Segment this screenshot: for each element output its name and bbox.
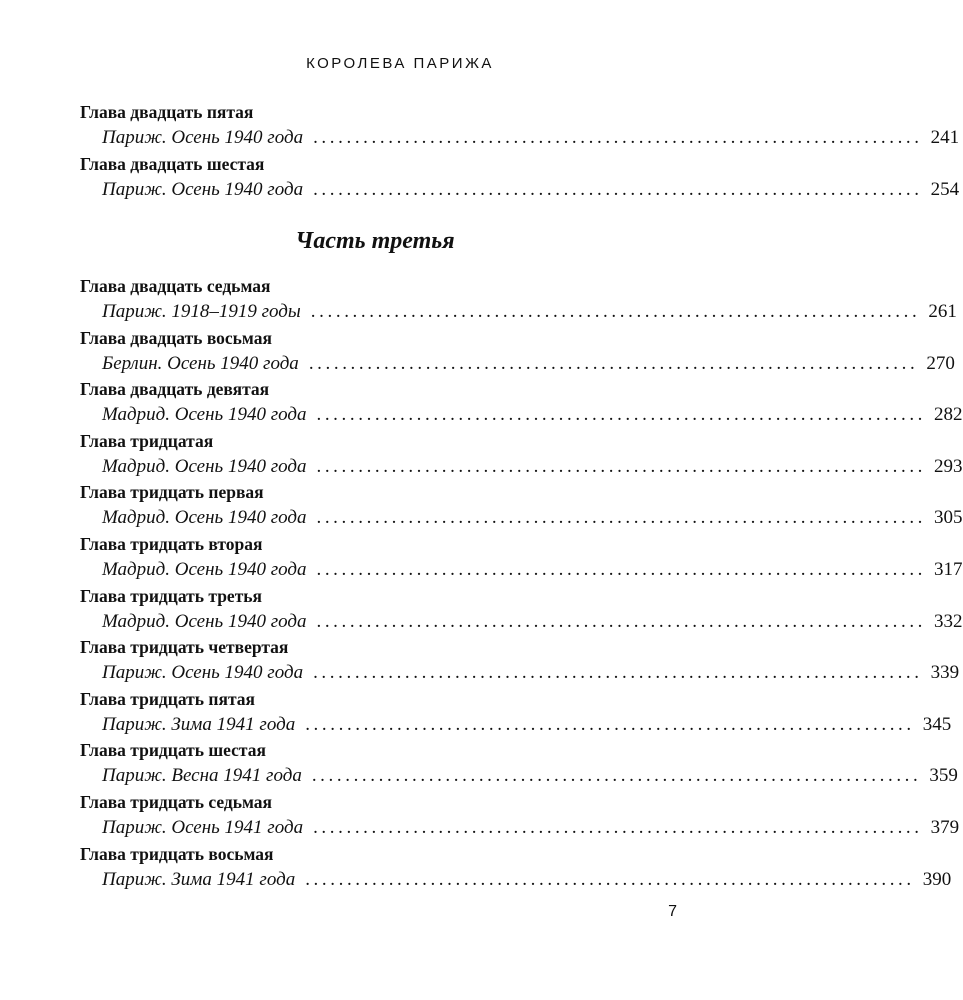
- toc-section-part-three: [80, 274, 963, 893]
- toc-line: [80, 867, 952, 893]
- toc-entry: [80, 842, 952, 894]
- chapter-subtitle: Мадрид. Осень 1940 года: [102, 610, 307, 632]
- chapter-title: Глава тридцать вторая: [80, 533, 263, 554]
- page-folio: 7: [668, 903, 677, 920]
- page-number: 241: [930, 127, 960, 148]
- chapter-subtitle: Париж. 1918–1919 годы: [102, 301, 301, 322]
- toc-line: [80, 402, 963, 428]
- chapter-title: Глава тридцать четвертая: [80, 637, 289, 658]
- dot-leader: .........................................................................: [316, 610, 927, 632]
- dot-leader: .........................................................................: [316, 507, 927, 529]
- dot-leader: .........................................................................: [316, 404, 927, 426]
- chapter-title: Глава тридцать седьмая: [80, 791, 273, 812]
- chapter-title: Глава двадцать пятая: [80, 102, 254, 122]
- chapter-title: Глава тридцать восьмая: [80, 843, 274, 864]
- toc-line: [80, 557, 963, 583]
- dot-leader: .........................................................................: [313, 816, 923, 838]
- chapter-subtitle: Мадрид. Осень 1940 года: [102, 558, 307, 580]
- toc-entry: [80, 480, 963, 532]
- toc-section-continued: [80, 100, 960, 203]
- toc-line: [80, 712, 952, 738]
- toc-line: [80, 763, 958, 789]
- toc-line: [80, 505, 963, 531]
- dot-leader: .........................................................................: [305, 713, 915, 735]
- page-number: 317: [934, 558, 963, 580]
- toc-entry: [80, 100, 960, 152]
- part-title: Часть третья: [295, 228, 455, 254]
- chapter-subtitle: Париж. Зима 1941 года: [102, 868, 296, 890]
- toc-line: [80, 660, 960, 686]
- dot-leader: .........................................................................: [310, 301, 921, 322]
- toc-entry: [80, 326, 955, 378]
- toc-entry: [80, 274, 957, 326]
- chapter-title: Глава двадцать восьмая: [80, 327, 272, 348]
- chapter-title: Глава тридцать первая: [80, 482, 264, 503]
- toc-line: [80, 299, 957, 325]
- page-number: 390: [922, 868, 952, 890]
- page-number: 359: [929, 765, 958, 787]
- toc-entry: [80, 790, 960, 842]
- page-number: 305: [934, 507, 963, 529]
- chapter-subtitle: Берлин. Осень 1940 года: [102, 352, 299, 374]
- dot-leader: .........................................................................: [305, 868, 915, 890]
- dot-leader: .........................................................................: [313, 127, 923, 148]
- dot-leader: .........................................................................: [311, 765, 922, 787]
- running-head: КОРОЛЕВА ПАРИЖА: [306, 55, 494, 72]
- toc-entry: [80, 429, 963, 481]
- toc-entry: [80, 532, 963, 584]
- chapter-subtitle: Париж. Зима 1941 года: [102, 713, 296, 735]
- toc-entry: [80, 738, 958, 790]
- toc-line: [80, 609, 963, 635]
- toc-entry: [80, 584, 963, 636]
- dot-leader: .........................................................................: [316, 558, 927, 580]
- chapter-title: Глава тридцать пятая: [80, 688, 255, 709]
- toc-line: [80, 815, 960, 841]
- page-number: 293: [934, 455, 963, 477]
- page-number: 282: [934, 404, 963, 426]
- page-number: 254: [930, 178, 960, 200]
- chapter-title: Глава тридцать третья: [80, 585, 263, 606]
- chapter-title: Глава тридцатая: [80, 430, 214, 451]
- page-number: 379: [930, 816, 960, 838]
- chapter-title: Глава двадцать девятая: [80, 379, 270, 400]
- toc-line: [80, 454, 963, 480]
- chapter-subtitle: Мадрид. Осень 1940 года: [102, 455, 307, 477]
- page-number: 339: [930, 662, 960, 684]
- chapter-subtitle: Мадрид. Осень 1940 года: [102, 404, 307, 426]
- toc-line: [80, 177, 960, 203]
- chapter-title: Глава двадцать седьмая: [80, 276, 271, 296]
- chapter-subtitle: Париж. Осень 1941 года: [102, 816, 304, 838]
- chapter-subtitle: Париж. Осень 1940 года: [102, 662, 304, 684]
- chapter-title: Глава тридцать шестая: [80, 740, 266, 761]
- chapter-subtitle: Париж. Осень 1940 года: [102, 127, 304, 148]
- page-number: 261: [928, 301, 957, 322]
- toc-entry: [80, 687, 952, 739]
- chapter-subtitle: Мадрид. Осень 1940 года: [102, 507, 307, 529]
- page-number: 270: [926, 352, 955, 374]
- dot-leader: .........................................................................: [308, 352, 919, 374]
- dot-leader: .........................................................................: [313, 662, 923, 684]
- page-number: 345: [922, 713, 952, 735]
- chapter-subtitle: Париж. Осень 1940 года: [102, 178, 304, 200]
- chapter-title: Глава двадцать шестая: [80, 153, 265, 174]
- page-number: 332: [934, 610, 963, 632]
- dot-leader: .........................................................................: [313, 178, 923, 200]
- toc-entry: [80, 635, 960, 687]
- toc-line: [80, 125, 960, 151]
- toc-entry: [80, 152, 960, 204]
- toc-entry: [80, 377, 963, 429]
- toc-line: [80, 351, 955, 377]
- dot-leader: .........................................................................: [316, 455, 927, 477]
- chapter-subtitle: Париж. Весна 1941 года: [102, 765, 302, 787]
